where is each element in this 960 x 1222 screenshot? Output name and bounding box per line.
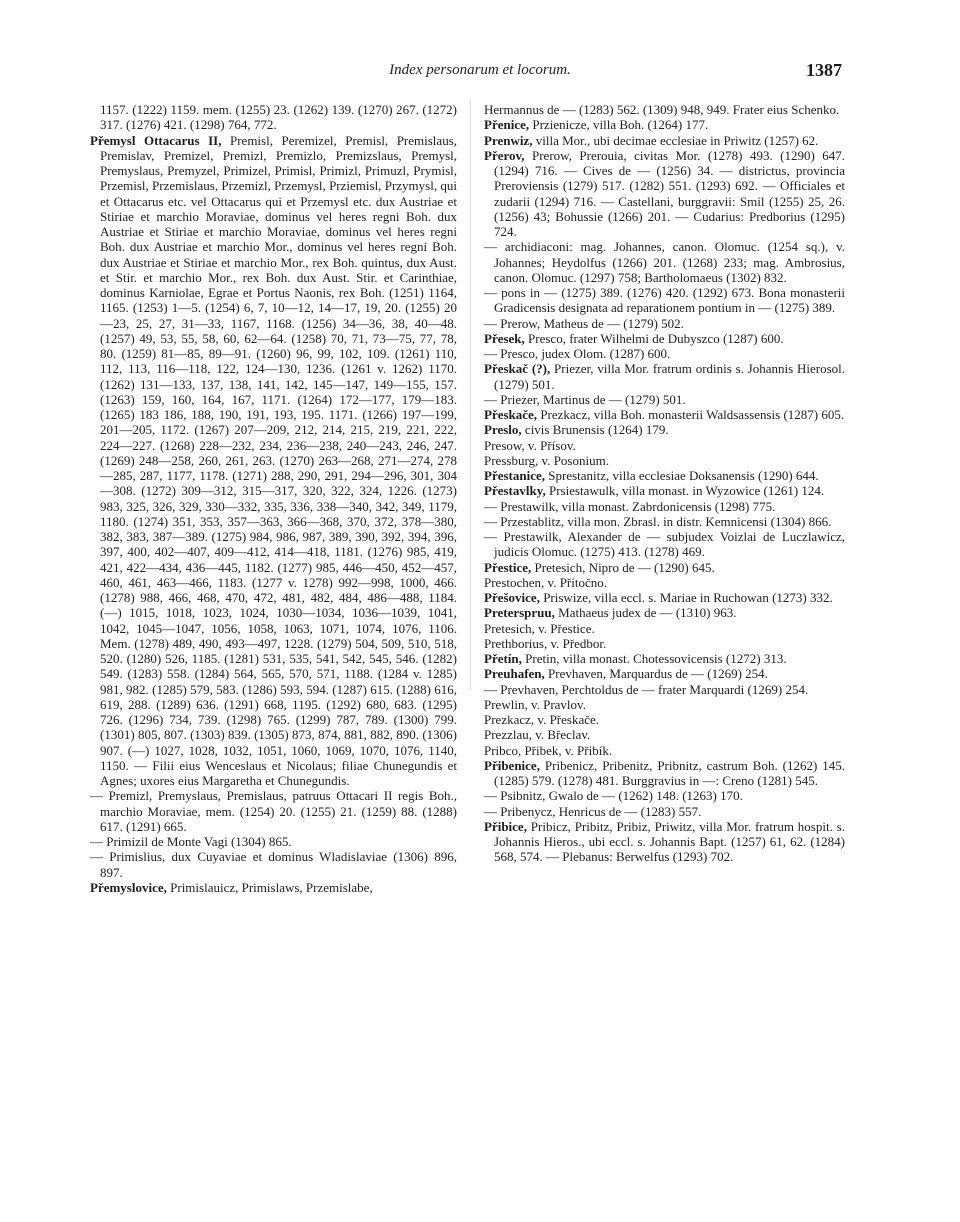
entry-text: — Priezer, Martinus de — (1279) 501. bbox=[484, 391, 686, 407]
entry-headword: Přestice, bbox=[484, 559, 532, 575]
index-entry bbox=[484, 346, 845, 361]
index-entry bbox=[484, 590, 845, 605]
entry-text: Prethborius, v. Předbor. bbox=[484, 635, 607, 651]
index-entry bbox=[484, 788, 845, 803]
entry-text: — Prestawilk, Alexander de — subjudex Voizlai de Luczlawicz, judicis Olomuc. (1275) 413. (1278) 469. bbox=[484, 529, 845, 560]
entry-text: — Prevhaven, Perchtoldus de — frater Marquardi (1269) 254. bbox=[484, 681, 809, 697]
entry-text: Pretin, villa monast. Chotessovicensis (1272) 313. bbox=[521, 651, 787, 666]
entry-text: villa Mor., ubi decimae ecclesiae in Priwitz (1257) 62. bbox=[532, 132, 819, 148]
entry-text: — Psibnitz, Gwalo de — (1262) 148. (1263) 170. bbox=[484, 788, 743, 804]
entry-text: Przienicze, villa Boh. (1264) 177. bbox=[529, 117, 709, 133]
entry-text: — Primislius, dux Cuyaviae et dominus Wladislaviae (1306) 896, 897. bbox=[90, 849, 457, 880]
entry-text: Primislauicz, Primislaws, Przemislabe, bbox=[166, 879, 373, 895]
index-entry bbox=[484, 651, 845, 666]
entry-text: — archidiaconi: mag. Johannes, canon. Olomuc. (1254 sq.), v. Johannes; Heydolfus (1266) 201. (1268) 233; mag. Ambrosius, canon. Olomuc. (1297) 758; Bartholomaeus (1302) 832. bbox=[484, 239, 845, 285]
index-entry bbox=[484, 697, 845, 712]
entry-text: Mathaeus judex de — (1310) 963. bbox=[554, 605, 737, 621]
column-divider bbox=[470, 100, 471, 690]
entry-text: Pribenicz, Pribenitz, Pribnitz, castrum Boh. (1262) 145. (1285) 579. (1278) 481. Burggravius in —: Creno (1281) 545. bbox=[494, 757, 845, 788]
entry-headword: Přetín, bbox=[484, 651, 522, 666]
entry-headword: Prenwiz, bbox=[484, 132, 533, 148]
entry-headword: Přestavlky, bbox=[484, 483, 546, 499]
entry-text: — Presco, judex Olom. (1287) 600. bbox=[484, 346, 671, 361]
entry-headword: Přibice, bbox=[484, 818, 527, 834]
index-entry bbox=[90, 834, 457, 849]
entry-text: — Pribenycz, Henricus de — (1283) 557. bbox=[484, 803, 702, 819]
entry-text: — Prestawilk, villa monast. Zabrdonicensis (1298) 775. bbox=[484, 498, 776, 514]
entry-text: Prezkacz, villa Boh. monasterii Waldsassensis (1287) 605. bbox=[537, 407, 845, 422]
entry-text: Priezer, villa Mor. fratrum ordinis s. Johannis Hierosol. (1279) 501. bbox=[494, 361, 845, 392]
index-entry bbox=[484, 636, 845, 651]
index-entry bbox=[484, 819, 845, 865]
index-entry bbox=[484, 468, 845, 483]
entry-text: Pretesich, Nipro de — (1290) 645. bbox=[531, 559, 715, 575]
index-entry bbox=[484, 804, 845, 819]
index-entry bbox=[90, 133, 457, 789]
index-entry bbox=[484, 438, 845, 453]
running-title: Index personarum et locorum. bbox=[389, 62, 571, 78]
index-entry bbox=[484, 361, 845, 392]
index-entry bbox=[484, 285, 845, 316]
entry-headword: Preuhafen, bbox=[484, 666, 545, 682]
entry-headword: Preterspruu, bbox=[484, 605, 555, 621]
index-entry bbox=[484, 407, 845, 422]
entry-text: — Primizil de Monte Vagi (1304) 865. bbox=[90, 834, 292, 849]
entry-text: Prestochen, v. Přítočno. bbox=[484, 574, 607, 590]
index-entry bbox=[484, 453, 845, 468]
entry-text: — Premizl, Premyslaus, Premislaus, patruus Ottacari II regis Boh., marchio Moraviae, mem. (1254) 20. (1255) 21. (1259) 88. (1288) 617. (1291) 665. bbox=[90, 788, 457, 834]
index-entry bbox=[484, 605, 845, 620]
entry-text: Priswize, villa eccl. s. Mariae in Ruchowan (1273) 332. bbox=[539, 590, 833, 605]
entry-text: Pribco, Přibek, v. Přibík. bbox=[484, 742, 613, 758]
entry-text: Pretesich, v. Přestice. bbox=[484, 620, 595, 636]
left-column bbox=[90, 102, 457, 895]
index-entry bbox=[484, 560, 845, 575]
entry-headword: Přeskač (?), bbox=[484, 361, 551, 377]
entry-text: Presco, frater Wilhelmi de Dubyszco (1287) 600. bbox=[524, 330, 784, 346]
entry-headword: Přibenice, bbox=[484, 757, 540, 773]
entry-headword: Přešovice, bbox=[484, 590, 540, 605]
index-entry bbox=[484, 316, 845, 331]
entry-text: — Przestablitz, villa mon. Zbrasl. in distr. Kemnicensi (1304) 866. bbox=[484, 513, 832, 529]
entry-text: Prerow, Prerouia, civitas Mor. (1278) 493. (1290) 647. (1294) 716. — Cives de — (1256) 34. — districtus, provincia Preroviensis (1279) 517. (1282) 551. (1293) 692. — Officiales et zudarii (1294) 716. — Castellani, burggravii: Smil (1255) 25, 26. (1256) 43; Bohussie (1266) 201. — Cudarius: Predborius (1295) 724. bbox=[494, 147, 845, 239]
entry-text: — pons in — (1275) 389. (1276) 420. (1292) 673. Bona monasterii Gradicensis designata ad reparationem pontium in — (1275) 389. bbox=[484, 285, 845, 316]
index-entry bbox=[484, 483, 845, 498]
index-entry bbox=[484, 529, 845, 560]
index-entry bbox=[484, 148, 845, 240]
entry-text: Pribicz, Pribitz, Pribiz, Priwitz, villa Mor. fratrum hospit. s. Johannis Hieros., ubi eccl. s. Johannis Bapt. (1257) 61, 62. (1284) 568, 574. — Plebanus: Berwelfus (1293) 702. bbox=[494, 818, 845, 865]
index-entry bbox=[484, 499, 845, 514]
entry-text: Prezkacz, v. Přeskače. bbox=[484, 712, 600, 727]
entry-text: Prezzlau, v. Břeclav. bbox=[484, 727, 591, 743]
index-entry bbox=[484, 758, 845, 789]
index-entry bbox=[484, 102, 845, 117]
entry-text: Prsiestawulk, villa monast. in Wyzowice (1261) 124. bbox=[545, 483, 825, 499]
entry-text: Hermannus de — (1283) 562. (1309) 948, 949. Frater eius Schenko. bbox=[484, 102, 840, 117]
index-entry bbox=[484, 712, 845, 727]
entry-headword: Přerov, bbox=[484, 147, 525, 163]
index-entry bbox=[484, 117, 845, 132]
index-entry bbox=[90, 880, 457, 895]
entry-headword: Preslo, bbox=[484, 422, 522, 438]
page-number: 1387 bbox=[806, 60, 842, 80]
index-entry bbox=[484, 239, 845, 285]
entry-text: Prewlin, v. Pravlov. bbox=[484, 696, 586, 712]
entry-text: Pressburg, v. Posonium. bbox=[484, 452, 609, 468]
entry-text: Premisl, Peremizel, Premisl, Premislaus, Premislav, Premizel, Premizl, Premizlo, Premizslaus, Premysl, Premyslaus, Premyzel, Primizel, Primisl, Primizl, Primuzl, Prymisl, Przemisl, Przemislaus, Przemizl, Przemysl, Prziemisl, Przymysl, qui et Ottacarus etc. vel Ottacarus qui et Przemysl etc. dux Austriae et Stiriae et marchio Moraviae, dominus vel heres regni Boh. dux Austriae et Stiriae et marchio Moraviae, dominus vel heres regni Boh. dux Austriae et marchio Mor., dominus vel heres regni Boh. dux Austriae et Stiriae et marchio Mor., rex Boh. quintus, dux Aust. et Stir. et marchio Mor., rex Boh. dux Aust. Stir. et Carinthiae, dominus Karniolae, Egrae et Portus Naonis, rex Boh. (1251) 1164, 1165. (1253) 1—5. (1254) 6, 7, 10—12, 14—17, 19, 20. (1255) 20—23, 25, 27, 31—33, 1167, 1168. (1256) 34—36, 38, 40—48. (1257) 49, 53, 55, 58, 60, 62—64. (1258) 70, 71, 73—75, 77, 78, 80. (1259) 81—85, 89—91. (1260) 96, 99, 102, 109. (1261) 110, 112, 113, 116—118, 122, 124—130, 1236. (1261 v. 1262) 1170. (1262) 131—133, 137, 138, 141, 142, 145—147, 149—155, 157. (1263) 159, 160, 164, 167, 1171. (1264) 172—177, 179—183. (1265) 183 186, 188, 190, 191, 193, 195. 1171. (1266) 197—199, 201—205, 1172. (1267) 207—209, 212, 214, 215, 219, 221, 222, 224—227. (1268) 228—232, 234, 236—238, 240—243, 246, 247. (1269) 248—258, 260, 261, 263. (1270) 263—268, 271—274, 278—285, 287, 1177, 1178. (1271) 288, 290, 291, 294—296, 301, 304—308. (1272) 309—312, 315—317, 320, 322, 324, 1226. (1273) 983, 325, 326, 329, 330—332, 335, 336, 338—340, 342, 349, 1179, 1180. (1274) 351, 353, 357—363, 366—368, 370, 372, 378—380, 382, 383, 387—389. (1275) 984, 986, 987, 389, 390, 392, 394, 396, 397, 400, 402—407, 409—412, 414—418, 1181. (1276) 985, 419, 421, 422—434, 436—445, 1182. (1277) 985, 446—450, 452—457, 460, 461, 463—466, 1183. (1277 v. 1278) 992—998, 1000, 466. (1278) 988, 466, 468, 470, 472, 481, 482, 484, 486—488, 1184. (—) 1015, 1018, 1023, 1024, 1030—1034, 1036—1039, 1041, 1042, 1045—1047, 1056, 1058, 1063, 1071, 1074, 1076, 1106. Mem. (1278) 489, 490, 493—497, 1228. (1279) 504, 509, 510, 518, 520. (1280) 526, 1185. (1281) 531, 535, 541, 542, 545, 546. (1282) 549. (1283) 558. (1284) 564, 565, 570, 571, 1188. (1284 v. 1285) 981, 982. (1285) 579, 583. (1286) 593, 594. (1287) 615. (1288) 616, 619, 288. (1289) 636. (1291) 668, 1195. (1292) 680, 683. (1295) 726. (1296) 734, 739. (1298) 765. (1299) 787, 789. (1300) 799. (1301) 805, 807. (1303) 839. (1305) 873, 874, 881, 882, 890. (1306) 907. (—) 1027, 1028, 1032, 1051, 1060, 1069, 1070, 1076, 1140, 1150. — Filii eius Wenceslaus et Nicolaus; filiae Chunegundis et Agnes; uxores eius Margaretha et Chunegundis. bbox=[100, 132, 458, 788]
entry-headword: Přestanice, bbox=[484, 468, 546, 483]
entry-text: 1157. (1222) 1159. mem. (1255) 23. (1262) 139. (1270) 267. (1272) 317. (1276) 421. (1298) 764, 772. bbox=[100, 102, 457, 133]
index-entry bbox=[484, 514, 845, 529]
index-entry bbox=[90, 849, 457, 880]
index-entry bbox=[484, 133, 845, 148]
index-entry bbox=[484, 331, 845, 346]
entry-headword: Přeskače, bbox=[484, 407, 538, 422]
index-entry bbox=[484, 727, 845, 742]
right-column bbox=[484, 102, 845, 865]
entry-headword: Přemysl Ottacarus II, bbox=[90, 132, 222, 148]
entry-headword: Přenice, bbox=[484, 117, 530, 133]
index-entry bbox=[90, 102, 457, 133]
entry-text: civis Brunensis (1264) 179. bbox=[521, 422, 669, 438]
entry-text: Prevhaven, Marquardus de — (1269) 254. bbox=[544, 666, 768, 682]
index-entry bbox=[90, 788, 457, 834]
entry-text: — Prerow, Matheus de — (1279) 502. bbox=[484, 315, 684, 331]
entry-headword: Přemyslovice, bbox=[90, 879, 167, 895]
entry-headword: Přesek, bbox=[484, 330, 525, 346]
index-entry bbox=[484, 743, 845, 758]
entry-text: Presow, v. Přísov. bbox=[484, 437, 576, 453]
index-entry bbox=[484, 666, 845, 681]
index-entry bbox=[484, 682, 845, 697]
index-entry bbox=[484, 392, 845, 407]
entry-text: Sprestanitz, villa ecclesiae Doksanensis (1290) 644. bbox=[545, 468, 819, 483]
index-entry bbox=[484, 422, 845, 437]
index-entry bbox=[484, 621, 845, 636]
index-entry bbox=[484, 575, 845, 590]
